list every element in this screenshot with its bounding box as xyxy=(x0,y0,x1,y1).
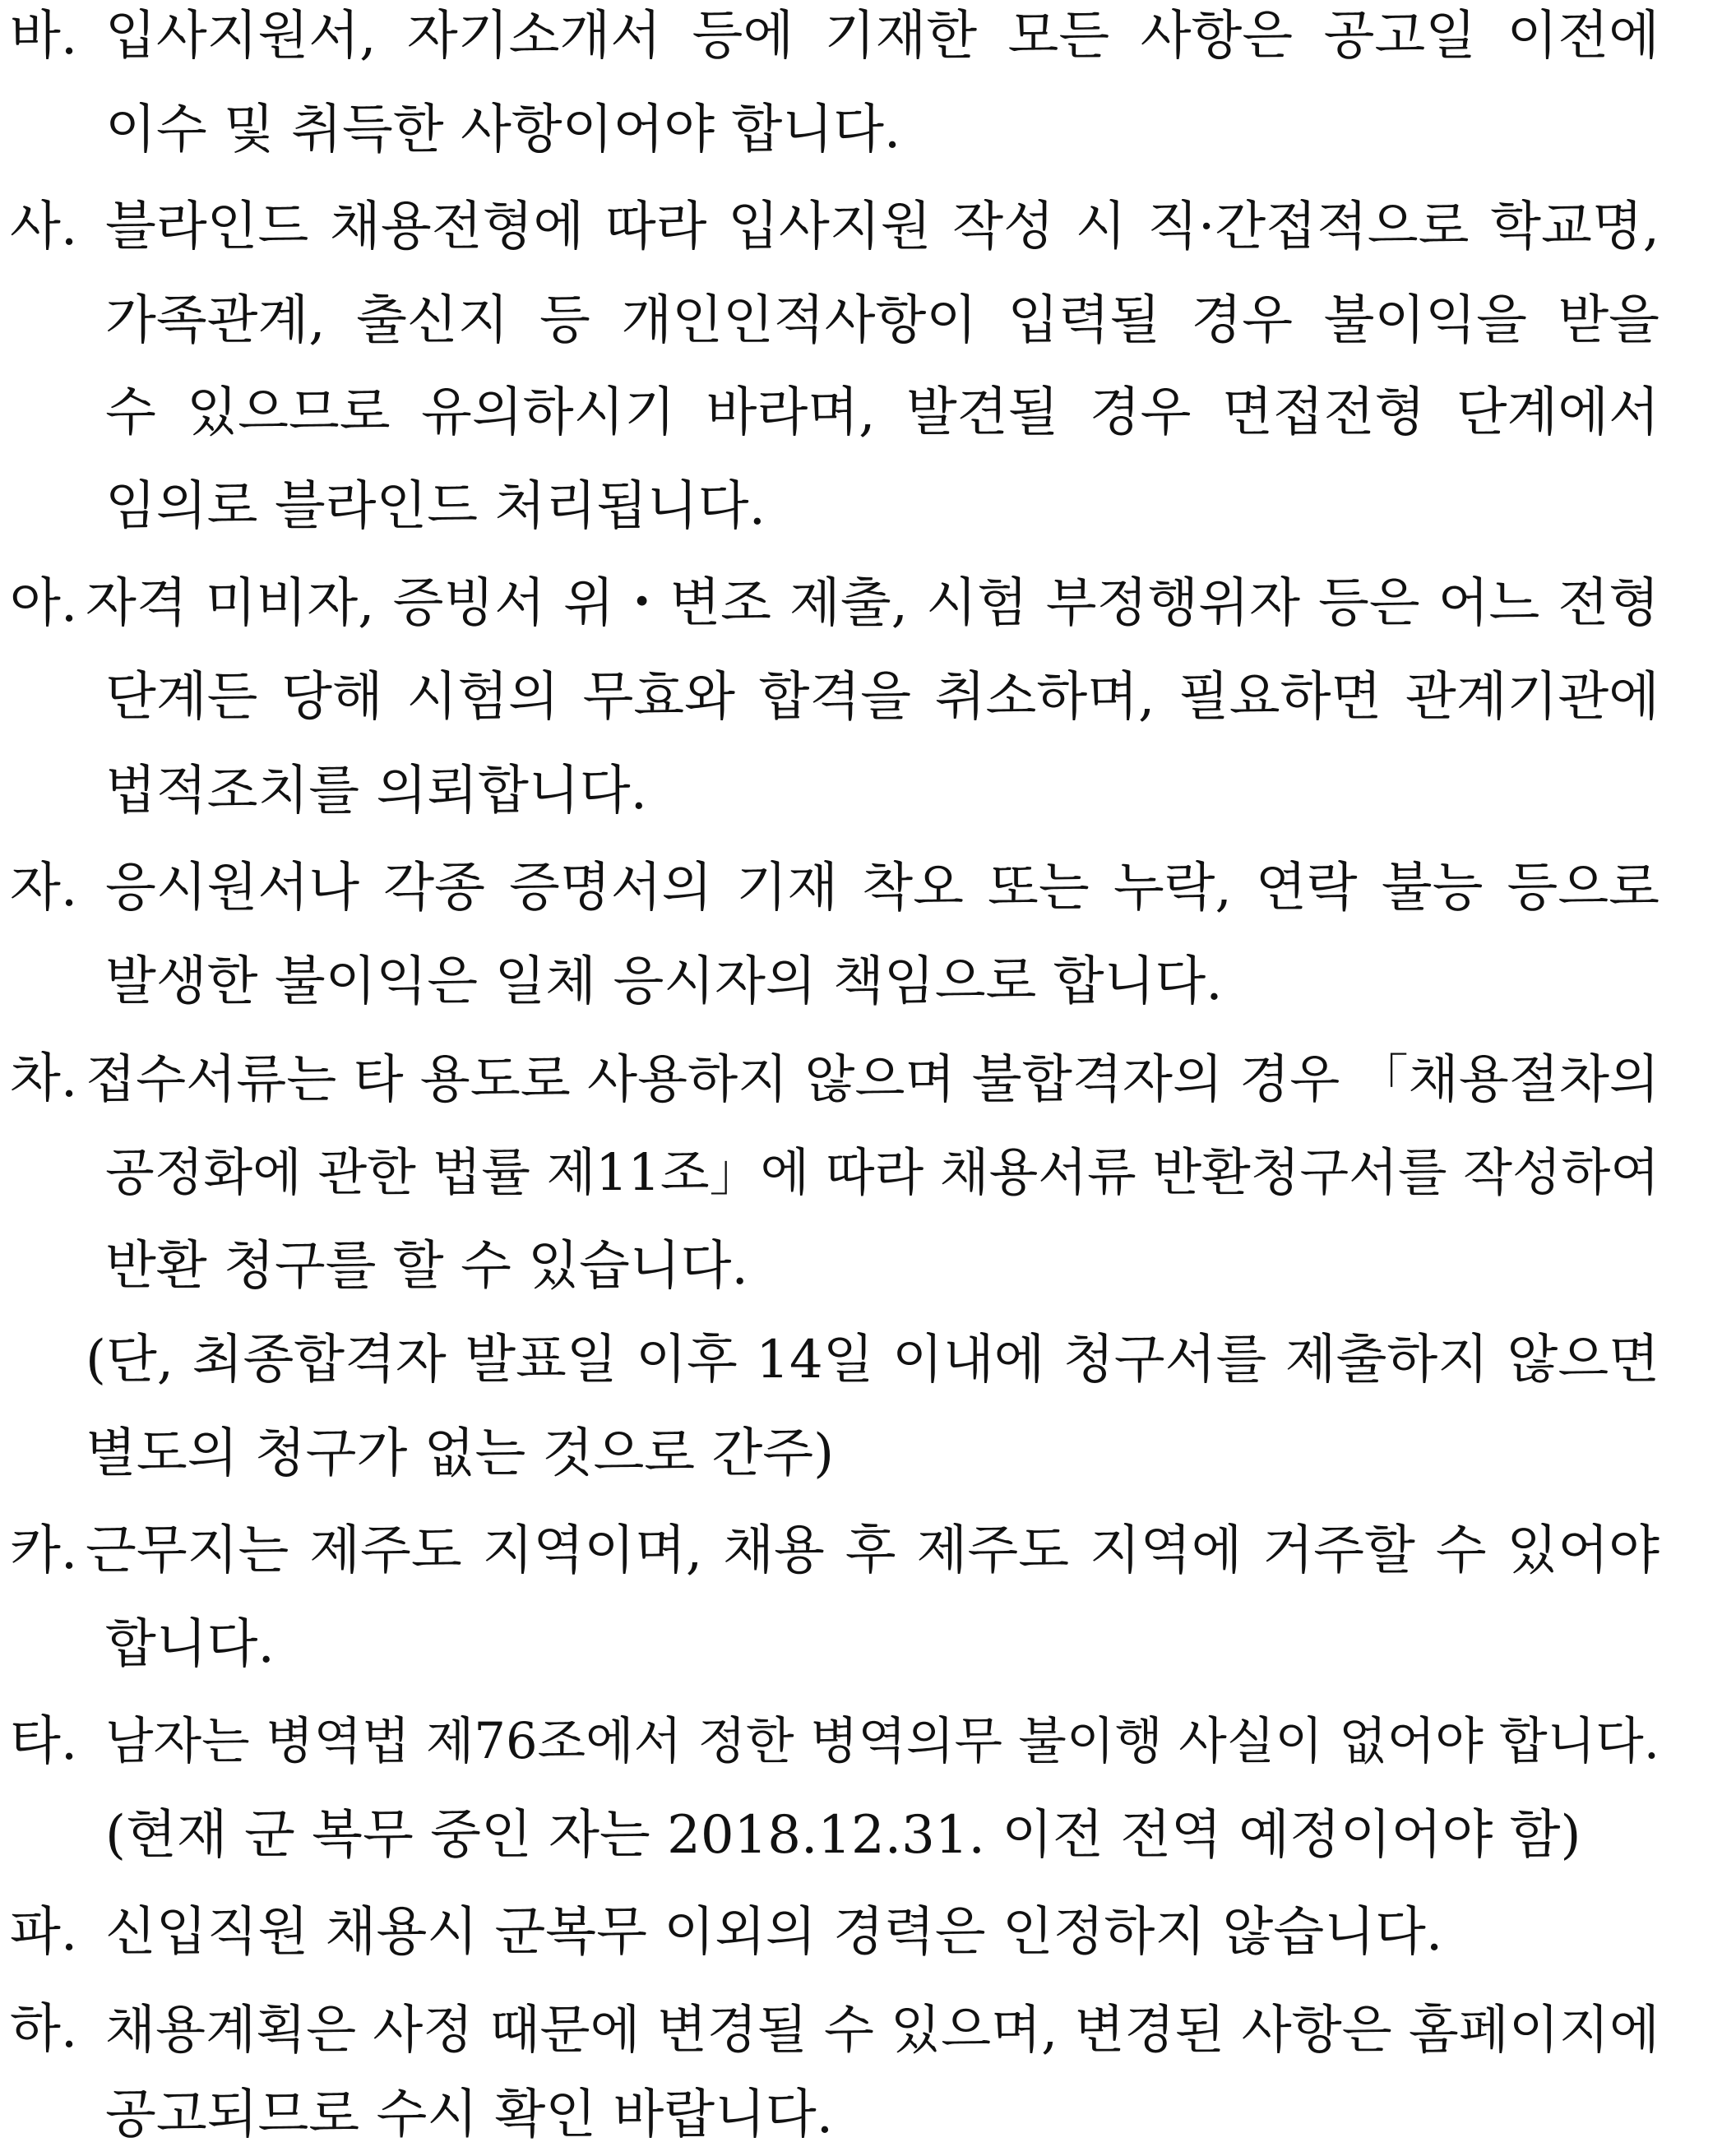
item-ha-marker: 하. xyxy=(10,1999,78,2060)
item-ba-text-2: 이수 및 취득한 사항이어야 합니다. xyxy=(105,99,901,160)
item-ka-marker: 카. xyxy=(10,1520,78,1581)
item-ha-line-1 xyxy=(0,1988,1736,2070)
item-pa-line-1 xyxy=(0,1891,1736,1973)
item-pa-marker: 파. xyxy=(10,1902,78,1963)
item-a-line-3 xyxy=(0,750,1736,832)
item-cha-note-2: 별도의 청구가 없는 것으로 간주) xyxy=(86,1423,835,1484)
item-a-marker: 아. xyxy=(10,573,78,634)
item-a-text-2: 단계든 당해 시험의 무효와 합격을 취소하며, 필요하면 관계기관에 xyxy=(105,667,1660,728)
item-ta-marker: 타. xyxy=(10,1711,78,1772)
item-cha-line-2 xyxy=(0,1131,1736,1214)
item-ha-text-2: 공고되므로 수시 확인 바랍니다. xyxy=(105,2084,834,2145)
item-cha-marker: 차. xyxy=(10,1048,78,1109)
item-ja-text-1: 응시원서나 각종 증명서의 기재 착오 또는 누락, 연락 불능 등으로 xyxy=(105,858,1660,918)
item-cha-text-1: 접수서류는 타 용도로 사용하지 않으며 불합격자의 경우 「채용절차의 xyxy=(86,1048,1660,1109)
item-cha-line-1 xyxy=(0,1038,1736,1120)
item-ka-text-2: 합니다. xyxy=(105,1614,275,1675)
item-pa-text-1: 신입직원 채용시 군복무 이외의 경력은 인정하지 않습니다. xyxy=(105,1902,1443,1963)
item-ja-marker: 자. xyxy=(10,858,78,918)
item-ta-line-2 xyxy=(0,1794,1736,1876)
item-ta-text-2: (현재 군 복무 중인 자는 2018.12.31. 이전 전역 예정이어야 함) xyxy=(105,1805,1581,1866)
item-ka-line-1 xyxy=(0,1510,1736,1592)
item-ka-text-1: 근무지는 제주도 지역이며, 채용 후 제주도 지역에 거주할 수 있어야 xyxy=(86,1520,1660,1581)
item-ba-line-2 xyxy=(0,89,1736,171)
item-sa-line-1 xyxy=(0,186,1736,268)
item-sa-text-1: 블라인드 채용전형에 따라 입사지원 작성 시 직·간접적으로 학교명, xyxy=(105,197,1660,257)
item-ha-text-1: 채용계획은 사정 때문에 변경될 수 있으며, 변경된 사항은 홈페이지에 xyxy=(105,1999,1660,2060)
item-ka-line-2 xyxy=(0,1603,1736,1686)
item-cha-note-line-1 xyxy=(0,1319,1736,1401)
item-sa-marker: 사. xyxy=(10,197,78,257)
item-sa-text-4: 임의로 블라인드 처리됩니다. xyxy=(105,476,766,537)
item-sa-line-3 xyxy=(0,372,1736,454)
item-ja-line-2 xyxy=(0,941,1736,1023)
item-a-text-3: 법적조치를 의뢰합니다. xyxy=(105,761,647,821)
item-ba-marker: 바. xyxy=(10,6,78,67)
item-ja-text-2: 발생한 불이익은 일체 응시자의 책임으로 합니다. xyxy=(105,951,1223,1012)
item-cha-note-1: (단, 최종합격자 발표일 이후 14일 이내에 청구서를 제출하지 않으면 xyxy=(86,1330,1660,1390)
item-ba-text-1: 입사지원서, 자기소개서 등에 기재한 모든 사항은 공고일 이전에 xyxy=(105,6,1660,67)
item-ta-text-1: 남자는 병역법 제76조에서 정한 병역의무 불이행 사실이 없어야 합니다. xyxy=(105,1713,1660,1770)
item-ha-line-2 xyxy=(0,2074,1736,2156)
item-a-line-1 xyxy=(0,562,1736,645)
item-sa-text-2: 가족관계, 출신지 등 개인인적사항이 입력될 경우 불이익을 받을 xyxy=(105,290,1660,351)
item-cha-text-2: 공정화에 관한 법률 제11조」에 따라 채용서류 반환청구서를 작성하여 xyxy=(105,1143,1660,1202)
item-cha-line-3 xyxy=(0,1225,1736,1307)
item-a-text-1: 자격 미비자, 증빙서 위・변조 제출, 시험 부정행위자 등은 어느 전형 xyxy=(86,573,1660,634)
item-sa-line-4 xyxy=(0,465,1736,548)
item-sa-text-3: 수 있으므로 유의하시기 바라며, 발견될 경우 면접전형 단계에서 xyxy=(105,382,1660,443)
item-ja-line-1 xyxy=(0,847,1736,929)
item-cha-text-3: 반환 청구를 할 수 있습니다. xyxy=(105,1236,748,1297)
item-sa-line-2 xyxy=(0,280,1736,362)
item-ba-line-1 xyxy=(0,0,1736,77)
item-cha-note-line-2 xyxy=(0,1413,1736,1495)
item-ta-line-1 xyxy=(0,1700,1736,1783)
item-a-line-2 xyxy=(0,656,1736,738)
